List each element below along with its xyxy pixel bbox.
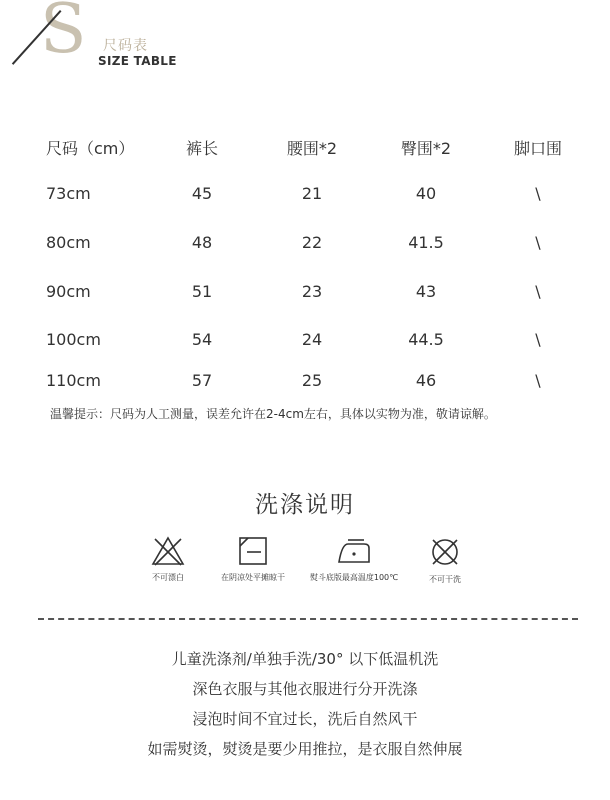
length-cell: 45: [191, 184, 213, 203]
iron-icon: [336, 536, 372, 566]
header-waist: 腰围*2: [286, 139, 338, 158]
length-cell: 57: [191, 371, 213, 390]
logo-title-en: SIZE TABLE: [98, 54, 177, 68]
dry-flat-shade-label: 在阴凉处平摊晾干: [221, 573, 285, 582]
iron-label: 熨斗底版最高温度100℃: [309, 573, 399, 582]
leg-opening-cell: \: [535, 282, 541, 301]
logo-letter: S: [40, 0, 87, 69]
wash-instruction-line: 浸泡时间不宜过长，洗后自然风干: [192, 710, 418, 728]
wash-instructions-title: 洗涤说明: [255, 492, 355, 518]
header-length: 裤长: [185, 139, 218, 158]
measurement-tip: 温馨提示：尺码为人工测量，误差允许在2-4cm左右，具体以实物为准，敬请谅解。: [50, 407, 496, 421]
dashed-divider: [38, 618, 578, 620]
hip-cell: 46: [415, 371, 437, 390]
table-header-row: [0, 136, 610, 160]
dry-flat-shade-icon: [238, 536, 268, 566]
leg-opening-cell: \: [535, 371, 541, 390]
wash-instruction-line: 儿童洗涤剂/单独手洗/30° 以下低温机洗: [171, 650, 439, 668]
no-dry-clean-label: 不可干洗: [429, 575, 461, 584]
table-row: [0, 330, 610, 354]
no-dry-clean-icon: [429, 536, 461, 568]
leg-opening-cell: \: [535, 233, 541, 252]
table-row: [0, 184, 610, 208]
logo-title-cn: 尺码表: [103, 38, 148, 54]
waist-cell: 21: [301, 184, 323, 203]
length-cell: 48: [191, 233, 213, 252]
length-cell: 54: [191, 330, 213, 349]
size-cell: 90cm: [46, 282, 91, 301]
size-table-logo: [40, 2, 180, 72]
wash-instruction-line: 如需熨烫，熨烫是要少用推拉，是衣服自然伸展: [147, 740, 463, 758]
leg-opening-cell: \: [535, 184, 541, 203]
waist-cell: 25: [301, 371, 323, 390]
no-bleach-icon: [151, 536, 185, 566]
hip-cell: 44.5: [408, 330, 444, 349]
hip-cell: 40: [415, 184, 437, 203]
hip-cell: 41.5: [408, 233, 444, 252]
waist-cell: 22: [301, 233, 323, 252]
length-cell: 51: [191, 282, 213, 301]
wash-symbol-no-dry-clean: [385, 536, 505, 585]
waist-cell: 23: [301, 282, 323, 301]
header-leg-opening: 脚口围: [513, 139, 562, 158]
size-cell: 100cm: [46, 330, 101, 349]
size-cell: 110cm: [46, 371, 101, 390]
wash-instruction-line: 深色衣服与其他衣服进行分开洗涤: [192, 680, 418, 698]
table-row: [0, 282, 610, 306]
header-size: 尺码（cm）: [46, 139, 135, 158]
header-hip: 臀围*2: [400, 139, 452, 158]
hip-cell: 43: [415, 282, 437, 301]
leg-opening-cell: \: [535, 330, 541, 349]
size-cell: 73cm: [46, 184, 91, 203]
no-bleach-label: 不可漂白: [152, 573, 184, 582]
waist-cell: 24: [301, 330, 323, 349]
table-row: [0, 371, 610, 395]
size-cell: 80cm: [46, 233, 91, 252]
table-row: [0, 233, 610, 257]
